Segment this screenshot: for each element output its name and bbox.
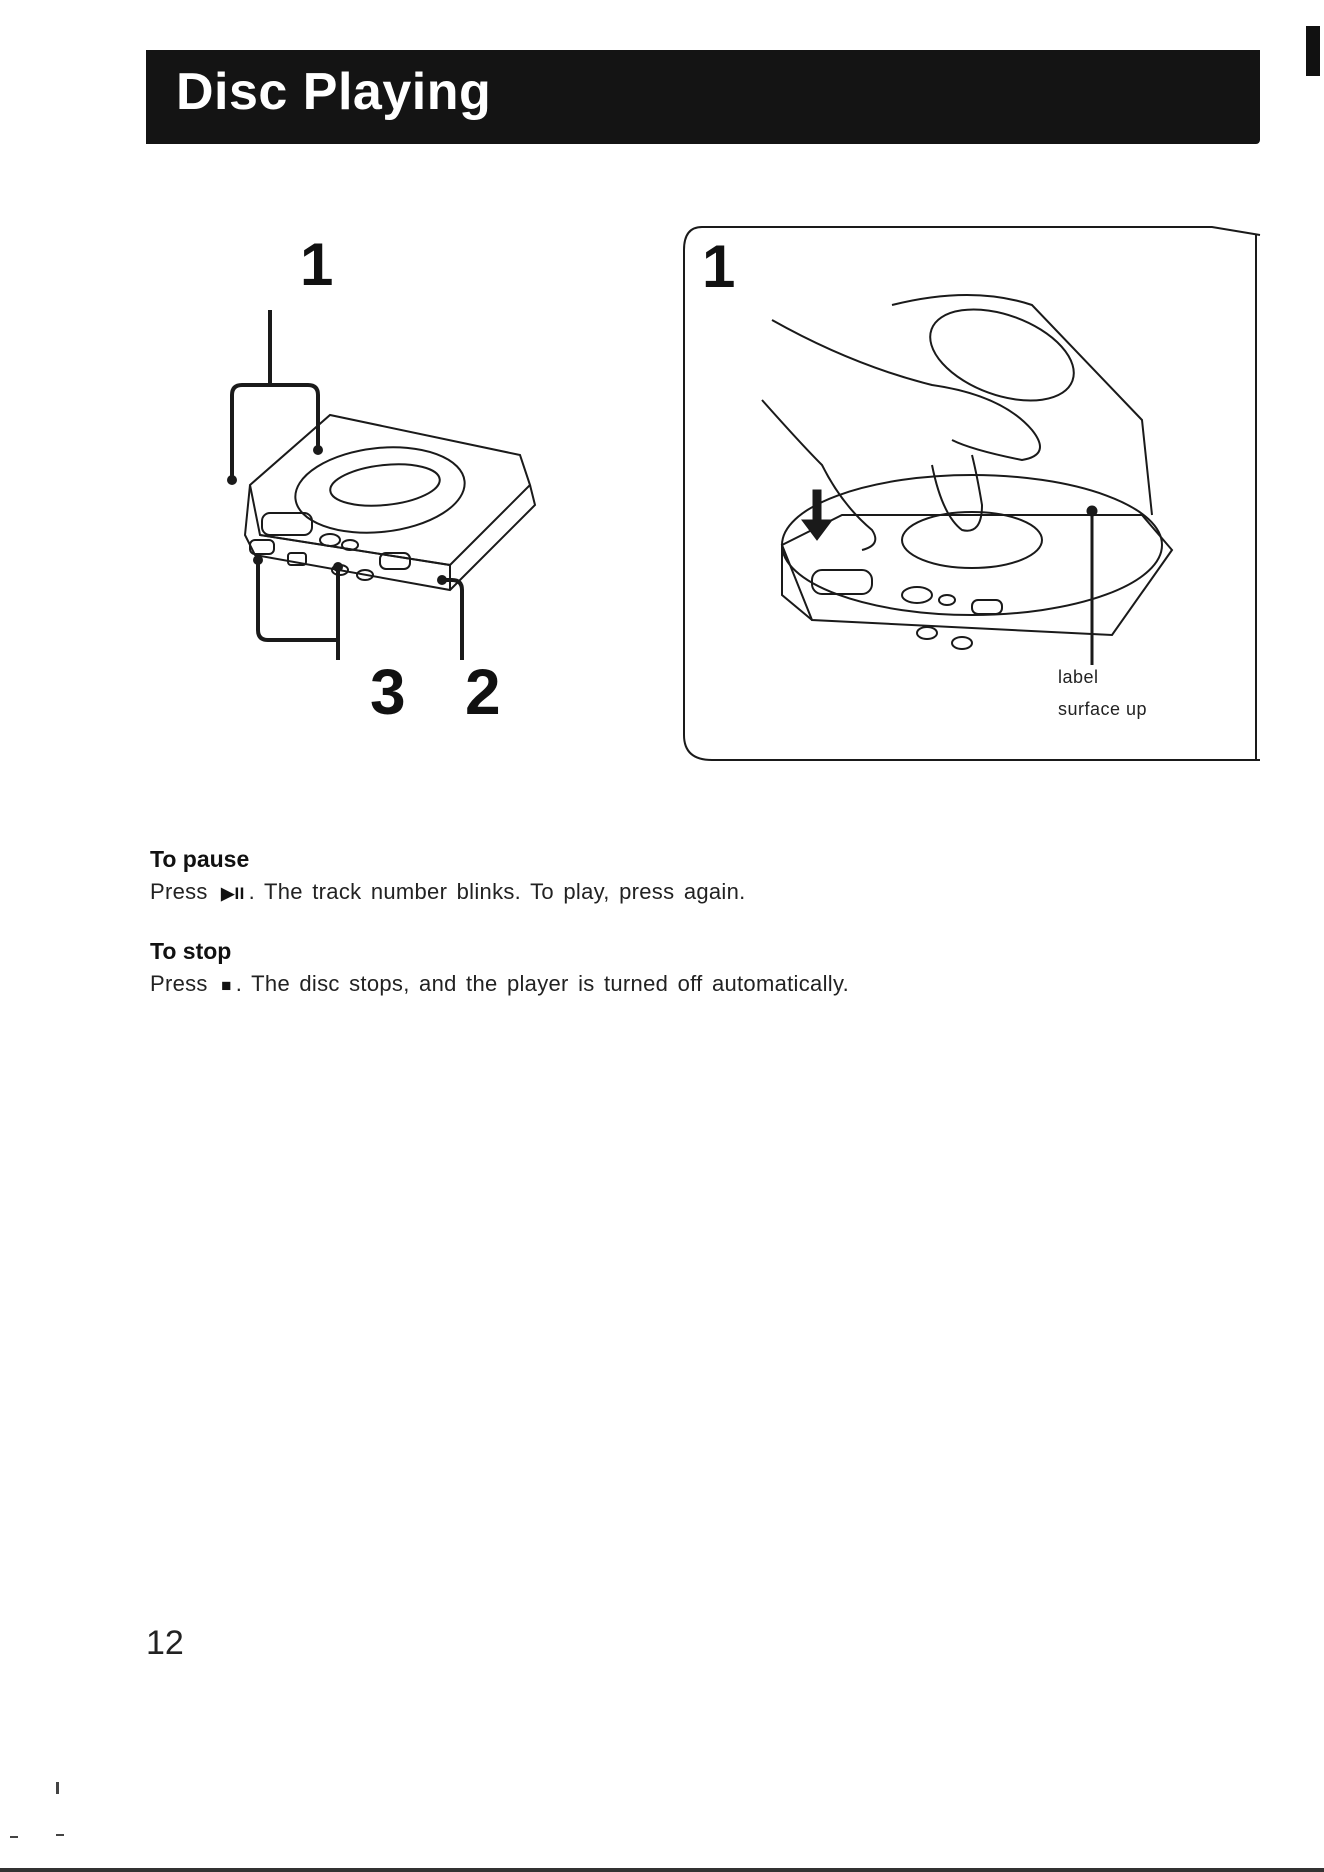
label-caption-line1: label (1058, 667, 1099, 687)
disc-loading-figure (672, 215, 1264, 765)
title-bar (146, 50, 1260, 144)
play-pause-icon: ▶II (221, 884, 245, 903)
callout-2: 2 (465, 656, 501, 728)
player-controls-figure (220, 231, 560, 755)
label-caption-line2: surface up (1058, 699, 1148, 719)
callout-1-right: 1 (702, 233, 736, 300)
page-title: Disc Playing (176, 63, 492, 121)
stop-text (150, 971, 849, 997)
stop-section (150, 938, 849, 997)
callout-3: 3 (370, 656, 406, 728)
cd-player-drawing (220, 231, 560, 755)
stop-heading: To stop (150, 938, 232, 964)
scan-mark (56, 1834, 64, 1836)
stop-text-before: Press (150, 971, 208, 996)
pause-section (150, 846, 746, 905)
stop-icon: ■ (221, 976, 232, 995)
thumb-index-tab (1306, 26, 1320, 76)
stop-text-after: . The disc stops, and the player is turned off automatically. (235, 971, 850, 996)
page-number: 12 (146, 1624, 184, 1662)
scan-edge (0, 1868, 1324, 1872)
pause-text (150, 879, 746, 905)
disc-loading-drawing (672, 215, 1264, 765)
pause-text-before: Press (150, 879, 208, 904)
pause-heading: To pause (150, 846, 250, 872)
scan-mark (10, 1836, 18, 1838)
callout-1: 1 (300, 231, 334, 298)
pause-text-after: . The track number blinks. To play, press again. (248, 879, 746, 904)
scan-mark (56, 1782, 59, 1794)
